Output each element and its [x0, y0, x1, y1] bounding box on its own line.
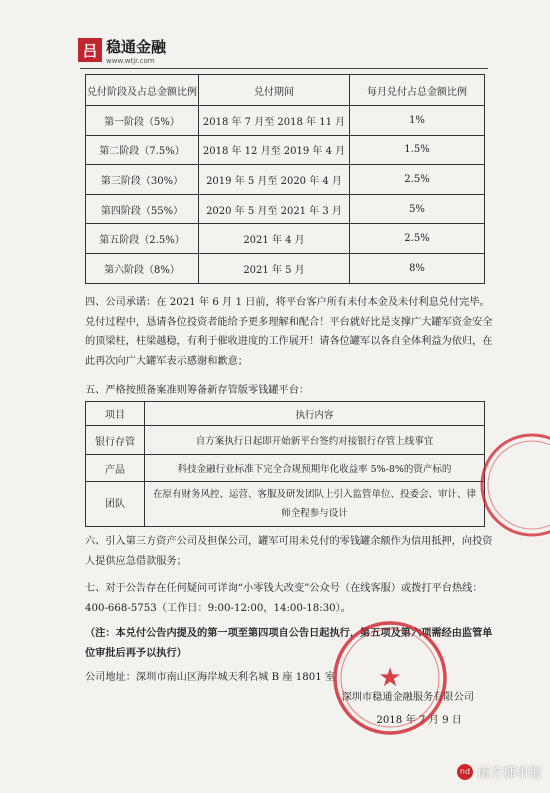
svg-text:★: ★ — [378, 663, 402, 693]
table-header-row — [86, 402, 485, 426]
ratio-cell: 2.5% — [350, 165, 485, 195]
website-url: www.wtjr.com — [106, 57, 155, 65]
column-header: 执行内容 — [145, 402, 485, 426]
table-header-row — [86, 75, 485, 106]
period-cell: 2018 年 7 月至 2018 年 11 月 — [199, 106, 350, 136]
column-header: 兑付阶段及占总金额比例 — [86, 75, 199, 106]
payment-schedule-table — [85, 74, 485, 284]
period-cell: 2018 年 12 月至 2019 年 4 月 — [199, 135, 350, 165]
stage-cell: 第一阶段（5%） — [86, 106, 199, 136]
stage-cell: 第四阶段（55%） — [86, 194, 199, 224]
brand-name: 稳通金融 — [106, 38, 167, 56]
company-address: 公司地址：深圳市南山区海岸城天利名城 B 座 1801 室 — [85, 672, 336, 683]
period-cell: 2021 年 4 月 — [199, 224, 350, 254]
ratio-cell: 1% — [350, 106, 485, 136]
stage-cell: 第二阶段（7.5%） — [86, 135, 199, 165]
period-cell: 2021 年 5 月 — [199, 253, 350, 283]
ratio-cell: 5% — [350, 194, 485, 224]
signature-company: 深圳市稳通金融服务有限公司 — [341, 692, 474, 703]
item-cell: 产品 — [86, 455, 145, 482]
table-row — [86, 426, 485, 455]
stage-cell: 第六阶段（8%） — [86, 253, 199, 283]
table-row — [86, 455, 485, 482]
table-row — [86, 253, 485, 283]
column-header: 每月兑付占总金额比例 — [350, 75, 485, 106]
stage-cell: 第五阶段（2.5%） — [86, 224, 199, 254]
newspaper-watermark — [457, 762, 542, 781]
signature-date: 2018 年 7 月 9 日 — [376, 715, 462, 726]
stage-cell: 第三阶段（30%） — [86, 165, 199, 195]
nd-logo-icon: nd — [457, 764, 473, 780]
table-row — [86, 194, 485, 224]
execution-note: （注：本兑付公告内提及的第一项至第四项自公告日起执行，第五项及第六项需经由监管单位审批后再予以执行） — [85, 627, 493, 659]
ratio-cell: 8% — [350, 253, 485, 283]
execution-plan-table — [85, 401, 485, 527]
period-cell: 2020 年 5 月至 2021 年 3 月 — [199, 194, 350, 224]
section-seven-contact: 七、对于公告存在任何疑问可详询“小零钱大改变”公众号（在线客服）或拨打平台热线：400-668-5753（工作日：9:00-12:00，14:00-18:30）。 — [85, 583, 483, 614]
header-divider — [80, 68, 488, 69]
section-six: 六、引入第三方资产公司及担保公司，罐军可用未兑付的零钱罐余额作为信用抵押，向投资人提供应急借款服务； — [85, 536, 493, 567]
item-cell: 银行存管 — [86, 426, 145, 455]
ratio-cell: 2.5% — [350, 224, 485, 254]
letterhead — [78, 38, 166, 65]
column-header: 项目 — [86, 402, 145, 426]
ratio-cell: 1.5% — [350, 135, 485, 165]
company-seal-icon — [330, 618, 450, 738]
table-row — [86, 106, 485, 136]
table-row — [86, 224, 485, 254]
table-row — [86, 482, 485, 527]
section-five-title: 五、严格按照备案准则筹备新存管版零钱罐平台： — [85, 385, 310, 396]
company-logo-icon: 吕 — [78, 38, 102, 62]
watermark-label: 南方都市报 — [476, 766, 542, 781]
content-cell: 科技金融行业标准下完全合规预期年化收益率 5%-8%的资产标的 — [145, 455, 485, 482]
period-cell: 2019 年 5 月至 2020 年 4 月 — [199, 165, 350, 195]
item-cell: 团队 — [86, 482, 145, 527]
section-four-commitment: 四、公司承诺：在 2021 年 6 月 1 日前，将平台客户所有未付本金及未付利息兑付完毕。兑付过程中，恳请各位投资者能给予更多理解和配合！平台就好比是支撑广大罐军资金安全的顶梁柱，柱梁越稳，有利于催收进度的工作展开！请各位罐军以各自全体利益为依归，在此再次向广大罐军表示感谢和歉意； — [85, 297, 493, 367]
content-cell: 在原有财务风控、运营、客服及研发团队上引入监管单位、投委会、审计、律师全程参与设计 — [145, 482, 485, 527]
table-row — [86, 165, 485, 195]
edge-seal-stamp-icon — [470, 430, 550, 540]
column-header: 兑付期间 — [199, 75, 350, 106]
table-row — [86, 135, 485, 165]
content-cell: 自方案执行日起即开始新平台签约对接银行存管上线事宜 — [145, 426, 485, 455]
